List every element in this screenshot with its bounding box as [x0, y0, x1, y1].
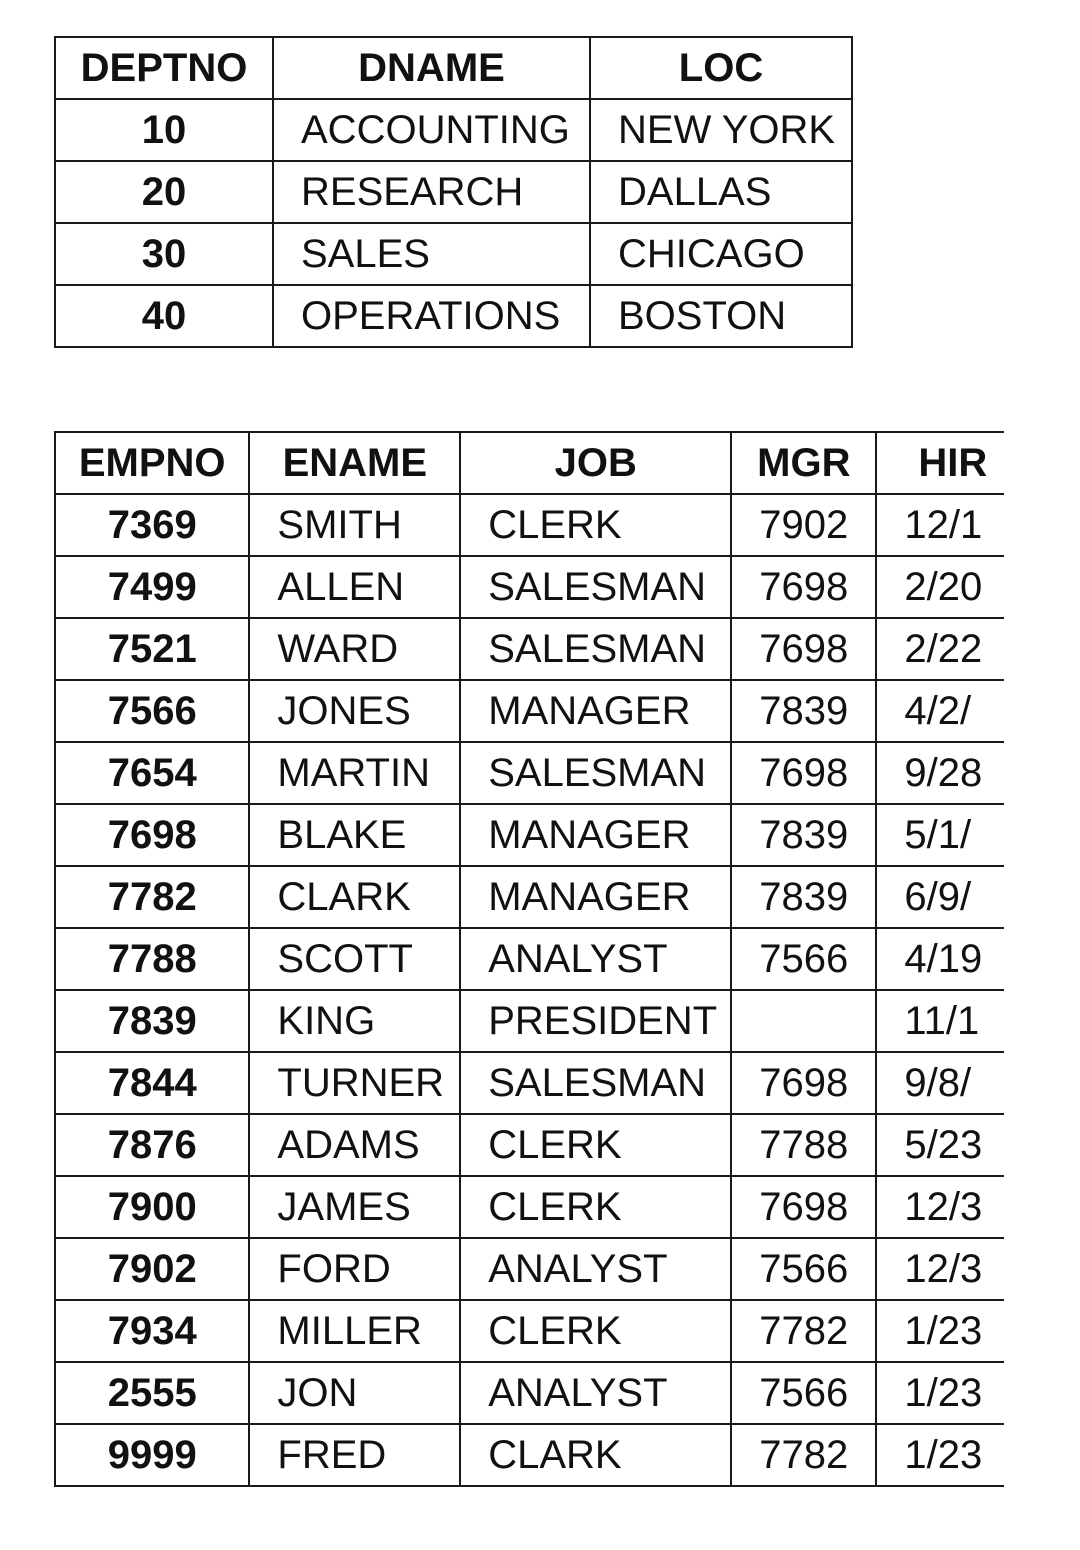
emp-cell-empno: 7782	[55, 866, 249, 928]
emp-table-row	[55, 1114, 1004, 1176]
emp-cell-ename: TURNER	[249, 1052, 460, 1114]
emp-cell-empno: 9999	[55, 1424, 249, 1486]
emp-table-row	[55, 1300, 1004, 1362]
emp-table-row	[55, 680, 1004, 742]
emp-header-empno: EMPNO	[55, 432, 249, 494]
emp-cell-hiredate: 1/23	[876, 1300, 1004, 1362]
dept-table	[54, 36, 853, 348]
emp-cell-empno: 2555	[55, 1362, 249, 1424]
dept-table-row	[55, 223, 852, 285]
emp-cell-job: ANALYST	[460, 928, 731, 990]
emp-cell-ename: MARTIN	[249, 742, 460, 804]
emp-header-job: JOB	[460, 432, 731, 494]
dept-cell-dname: RESEARCH	[273, 161, 590, 223]
emp-cell-empno: 7902	[55, 1238, 249, 1300]
emp-cell-empno: 7876	[55, 1114, 249, 1176]
emp-cell-mgr: 7782	[731, 1300, 876, 1362]
emp-cell-job: CLERK	[460, 494, 731, 556]
emp-table-row	[55, 1176, 1004, 1238]
emp-cell-empno: 7844	[55, 1052, 249, 1114]
emp-cell-mgr: 7839	[731, 680, 876, 742]
emp-cell-job: MANAGER	[460, 866, 731, 928]
emp-cell-empno: 7499	[55, 556, 249, 618]
emp-cell-mgr: 7566	[731, 928, 876, 990]
emp-table-row	[55, 990, 1004, 1052]
dept-cell-loc: CHICAGO	[590, 223, 852, 285]
emp-cell-empno: 7900	[55, 1176, 249, 1238]
emp-table-row	[55, 1052, 1004, 1114]
emp-table-row	[55, 494, 1004, 556]
emp-cell-ename: MILLER	[249, 1300, 460, 1362]
emp-cell-ename: SCOTT	[249, 928, 460, 990]
emp-cell-hiredate: 9/8/	[876, 1052, 1004, 1114]
emp-cell-mgr: 7698	[731, 1052, 876, 1114]
emp-cell-hiredate: 5/1/	[876, 804, 1004, 866]
emp-cell-hiredate: 12/3	[876, 1176, 1004, 1238]
dept-table-row	[55, 99, 852, 161]
dept-cell-deptno: 20	[55, 161, 273, 223]
emp-cell-empno: 7839	[55, 990, 249, 1052]
emp-table-row	[55, 1238, 1004, 1300]
emp-table-row	[55, 556, 1004, 618]
emp-cell-ename: CLARK	[249, 866, 460, 928]
dept-cell-deptno: 10	[55, 99, 273, 161]
emp-cell-mgr: 7698	[731, 556, 876, 618]
emp-cell-hiredate: 9/28	[876, 742, 1004, 804]
emp-cell-empno: 7934	[55, 1300, 249, 1362]
dept-header-row	[55, 37, 852, 99]
emp-cell-hiredate: 6/9/	[876, 866, 1004, 928]
emp-cell-hiredate: 4/19	[876, 928, 1004, 990]
emp-cell-mgr: 7839	[731, 804, 876, 866]
emp-table-row	[55, 1362, 1004, 1424]
emp-header-ename: ENAME	[249, 432, 460, 494]
emp-table-row	[55, 928, 1004, 990]
emp-cell-job: SALESMAN	[460, 742, 731, 804]
emp-cell-job: CLERK	[460, 1300, 731, 1362]
emp-table-row	[55, 866, 1004, 928]
emp-cell-hiredate: 2/20	[876, 556, 1004, 618]
emp-cell-hiredate: 12/1	[876, 494, 1004, 556]
emp-cell-job: PRESIDENT	[460, 990, 731, 1052]
emp-cell-mgr: 7566	[731, 1362, 876, 1424]
emp-cell-ename: JONES	[249, 680, 460, 742]
emp-cell-ename: ALLEN	[249, 556, 460, 618]
emp-cell-ename: FRED	[249, 1424, 460, 1486]
emp-cell-job: CLARK	[460, 1424, 731, 1486]
emp-cell-hiredate: 1/23	[876, 1362, 1004, 1424]
emp-cell-mgr: 7788	[731, 1114, 876, 1176]
dept-cell-loc: DALLAS	[590, 161, 852, 223]
emp-cell-ename: FORD	[249, 1238, 460, 1300]
dept-cell-deptno: 30	[55, 223, 273, 285]
emp-cell-ename: JON	[249, 1362, 460, 1424]
emp-cell-empno: 7698	[55, 804, 249, 866]
emp-header-hiredate: HIR	[876, 432, 1004, 494]
emp-cell-hiredate: 11/1	[876, 990, 1004, 1052]
emp-table-row	[55, 1424, 1004, 1486]
emp-cell-job: MANAGER	[460, 680, 731, 742]
emp-cell-job: ANALYST	[460, 1238, 731, 1300]
emp-cell-ename: ADAMS	[249, 1114, 460, 1176]
emp-cell-empno: 7788	[55, 928, 249, 990]
emp-header-mgr: MGR	[731, 432, 876, 494]
emp-cell-hiredate: 5/23	[876, 1114, 1004, 1176]
emp-cell-hiredate: 1/23	[876, 1424, 1004, 1486]
emp-cell-mgr: 7566	[731, 1238, 876, 1300]
emp-cell-ename: SMITH	[249, 494, 460, 556]
emp-cell-mgr: 7698	[731, 1176, 876, 1238]
dept-cell-deptno: 40	[55, 285, 273, 347]
emp-header-row	[55, 432, 1004, 494]
emp-cell-job: MANAGER	[460, 804, 731, 866]
emp-cell-empno: 7654	[55, 742, 249, 804]
emp-cell-hiredate: 12/3	[876, 1238, 1004, 1300]
emp-cell-mgr: 7839	[731, 866, 876, 928]
dept-cell-dname: OPERATIONS	[273, 285, 590, 347]
dept-header-deptno: DEPTNO	[55, 37, 273, 99]
dept-cell-dname: ACCOUNTING	[273, 99, 590, 161]
emp-cell-mgr	[731, 990, 876, 1052]
emp-table	[54, 431, 1004, 1487]
emp-cell-mgr: 7698	[731, 742, 876, 804]
emp-cell-mgr: 7902	[731, 494, 876, 556]
emp-cell-mgr: 7698	[731, 618, 876, 680]
dept-cell-loc: NEW YORK	[590, 99, 852, 161]
emp-cell-empno: 7566	[55, 680, 249, 742]
emp-table-row	[55, 618, 1004, 680]
dept-table-row	[55, 161, 852, 223]
emp-cell-job: ANALYST	[460, 1362, 731, 1424]
emp-cell-job: CLERK	[460, 1176, 731, 1238]
dept-cell-loc: BOSTON	[590, 285, 852, 347]
emp-cell-mgr: 7782	[731, 1424, 876, 1486]
emp-table-row	[55, 804, 1004, 866]
dept-header-dname: DNAME	[273, 37, 590, 99]
emp-cell-hiredate: 4/2/	[876, 680, 1004, 742]
emp-cell-hiredate: 2/22	[876, 618, 1004, 680]
emp-cell-job: SALESMAN	[460, 1052, 731, 1114]
emp-cell-empno: 7369	[55, 494, 249, 556]
emp-cell-job: SALESMAN	[460, 618, 731, 680]
emp-cell-ename: WARD	[249, 618, 460, 680]
emp-cell-ename: BLAKE	[249, 804, 460, 866]
emp-cell-ename: JAMES	[249, 1176, 460, 1238]
emp-table-row	[55, 742, 1004, 804]
dept-cell-dname: SALES	[273, 223, 590, 285]
dept-header-loc: LOC	[590, 37, 852, 99]
dept-table-row	[55, 285, 852, 347]
emp-table-viewport	[54, 431, 1004, 1521]
emp-cell-job: SALESMAN	[460, 556, 731, 618]
emp-cell-job: CLERK	[460, 1114, 731, 1176]
emp-cell-empno: 7521	[55, 618, 249, 680]
emp-cell-ename: KING	[249, 990, 460, 1052]
